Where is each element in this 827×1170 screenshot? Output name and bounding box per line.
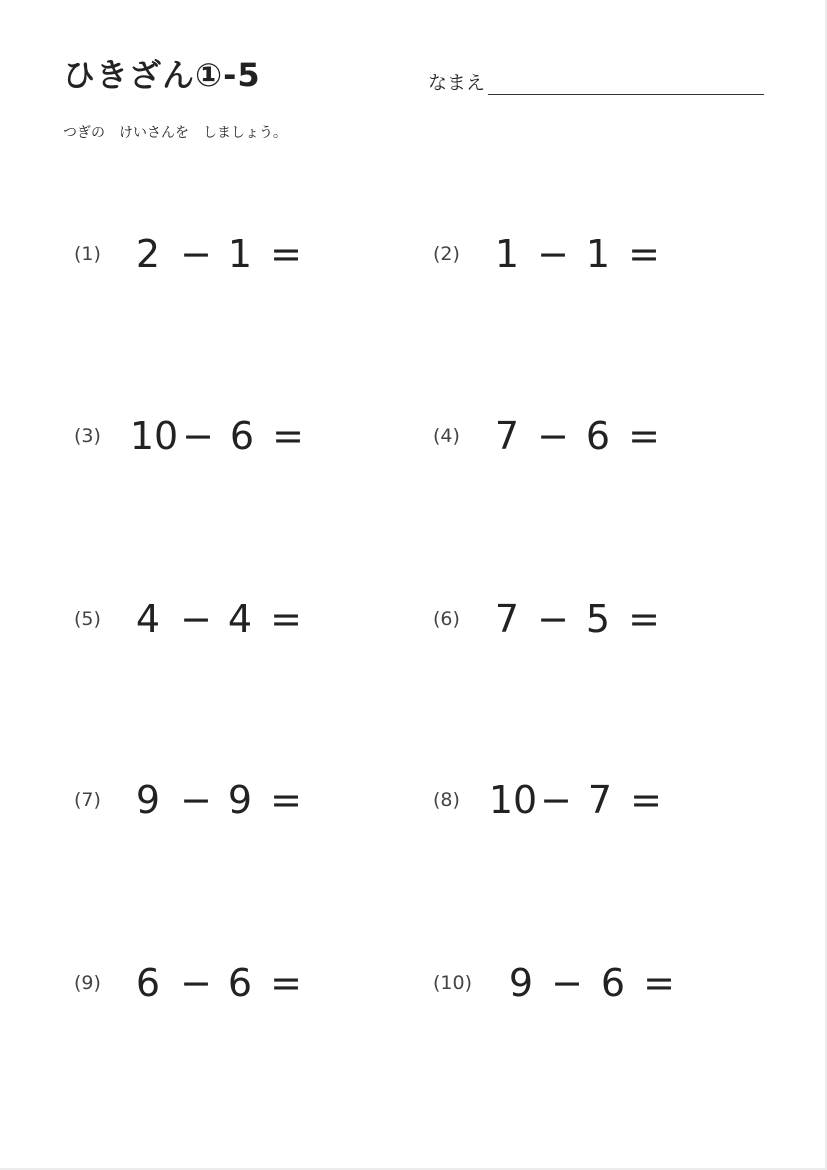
subtrahend: 1 xyxy=(227,232,253,276)
subtrahend: 9 xyxy=(227,778,253,822)
problem-10 xyxy=(433,958,753,1008)
minuend: 6 xyxy=(135,961,161,1005)
name-field-line[interactable] xyxy=(488,94,764,95)
equals-sign: = xyxy=(630,778,662,822)
equals-sign: = xyxy=(270,232,302,276)
minus-sign: − xyxy=(180,961,212,1005)
name-label: なまえ xyxy=(428,72,486,94)
problem-number: (5) xyxy=(74,608,101,630)
problem-6 xyxy=(433,594,753,644)
minus-sign: − xyxy=(537,414,569,458)
subtrahend: 6 xyxy=(600,961,626,1005)
minuend: 7 xyxy=(494,414,520,458)
minus-sign: − xyxy=(537,232,569,276)
minus-sign: − xyxy=(180,597,212,641)
subtrahend: 5 xyxy=(585,597,611,641)
problem-number: (1) xyxy=(74,243,101,265)
minuend: 7 xyxy=(494,597,520,641)
minus-sign: − xyxy=(540,778,572,822)
minus-sign: − xyxy=(551,961,583,1005)
problem-1 xyxy=(74,229,394,279)
minuend: 9 xyxy=(508,961,534,1005)
minuend: 10 xyxy=(488,778,538,822)
problem-9 xyxy=(74,958,394,1008)
problem-number: (7) xyxy=(74,789,101,811)
minuend: 1 xyxy=(494,232,520,276)
equals-sign: = xyxy=(628,414,660,458)
problem-number: (2) xyxy=(433,243,460,265)
problem-3 xyxy=(74,411,394,461)
problem-number: (10) xyxy=(433,972,473,994)
problem-number: (9) xyxy=(74,972,101,994)
equals-sign: = xyxy=(628,597,660,641)
minus-sign: − xyxy=(182,414,214,458)
equals-sign: = xyxy=(272,414,304,458)
problem-2 xyxy=(433,229,753,279)
minuend: 9 xyxy=(135,778,161,822)
subtrahend: 7 xyxy=(587,778,613,822)
equals-sign: = xyxy=(270,961,302,1005)
subtrahend: 6 xyxy=(585,414,611,458)
problem-number: (4) xyxy=(433,425,460,447)
subtrahend: 4 xyxy=(227,597,253,641)
minus-sign: − xyxy=(180,778,212,822)
subtrahend: 6 xyxy=(229,414,255,458)
problem-number: (6) xyxy=(433,608,460,630)
problem-number: (8) xyxy=(433,789,460,811)
problem-5 xyxy=(74,594,394,644)
instruction-text: つぎの けいさんを しましょう。 xyxy=(63,125,287,141)
problem-8 xyxy=(433,775,753,825)
equals-sign: = xyxy=(270,597,302,641)
problem-number: (3) xyxy=(74,425,101,447)
minuend: 4 xyxy=(135,597,161,641)
problem-4 xyxy=(433,411,753,461)
subtrahend: 1 xyxy=(585,232,611,276)
equals-sign: = xyxy=(628,232,660,276)
minuend: 10 xyxy=(129,414,179,458)
equals-sign: = xyxy=(270,778,302,822)
minus-sign: − xyxy=(180,232,212,276)
problem-7 xyxy=(74,775,394,825)
equals-sign: = xyxy=(643,961,675,1005)
subtrahend: 6 xyxy=(227,961,253,1005)
minus-sign: − xyxy=(537,597,569,641)
page-title: ひきざん①-5 xyxy=(63,56,261,94)
minuend: 2 xyxy=(135,232,161,276)
